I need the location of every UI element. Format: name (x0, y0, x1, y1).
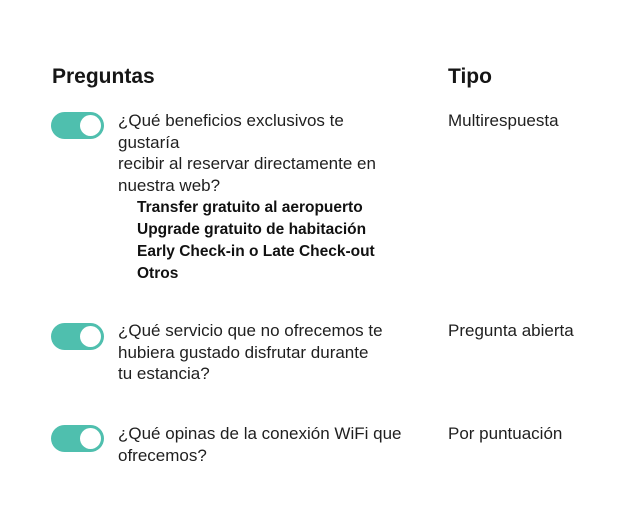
option-item: Otros (137, 265, 179, 282)
question-1-options (137, 197, 375, 285)
question-2-line-2: hubiera gustado disfrutar durante (118, 342, 369, 362)
question-3-line-1: ¿Qué opinas de la conexión WiFi que (118, 424, 402, 443)
toggle-knob (80, 326, 101, 347)
option-item: Early Check-in o Late Check-out (137, 243, 375, 260)
question-2-toggle[interactable] (51, 323, 104, 350)
question-2-line-3: tu estancia? (118, 364, 210, 383)
question-1-line-3: nuestra web? (118, 175, 221, 195)
question-1-line-2: recibir al reservar directamente en (118, 154, 376, 173)
question-2-line-1: ¿Qué servicio que no ofrecemos te (118, 321, 383, 340)
question-3-toggle[interactable] (51, 425, 104, 452)
option-item: Upgrade gratuito de habitación (137, 221, 367, 238)
option-item: Transfer gratuito al aeropuerto (137, 199, 363, 216)
type-header: Tipo (448, 65, 492, 88)
toggle-knob (80, 115, 101, 136)
question-1-toggle[interactable] (51, 112, 104, 139)
question-3-line-2: ofrecemos? (118, 445, 207, 465)
toggle-knob (80, 428, 101, 449)
question-3-type: Por puntuación (448, 424, 563, 443)
question-1-line-1: ¿Qué beneficios exclusivos te gustaría (118, 111, 344, 152)
question-3-text (118, 423, 408, 466)
question-2-type: Pregunta abierta (448, 321, 574, 340)
questions-header: Preguntas (52, 65, 155, 88)
question-1-text (118, 110, 408, 196)
question-1-type: Multirespuesta (448, 111, 559, 130)
question-2-text (118, 320, 408, 385)
